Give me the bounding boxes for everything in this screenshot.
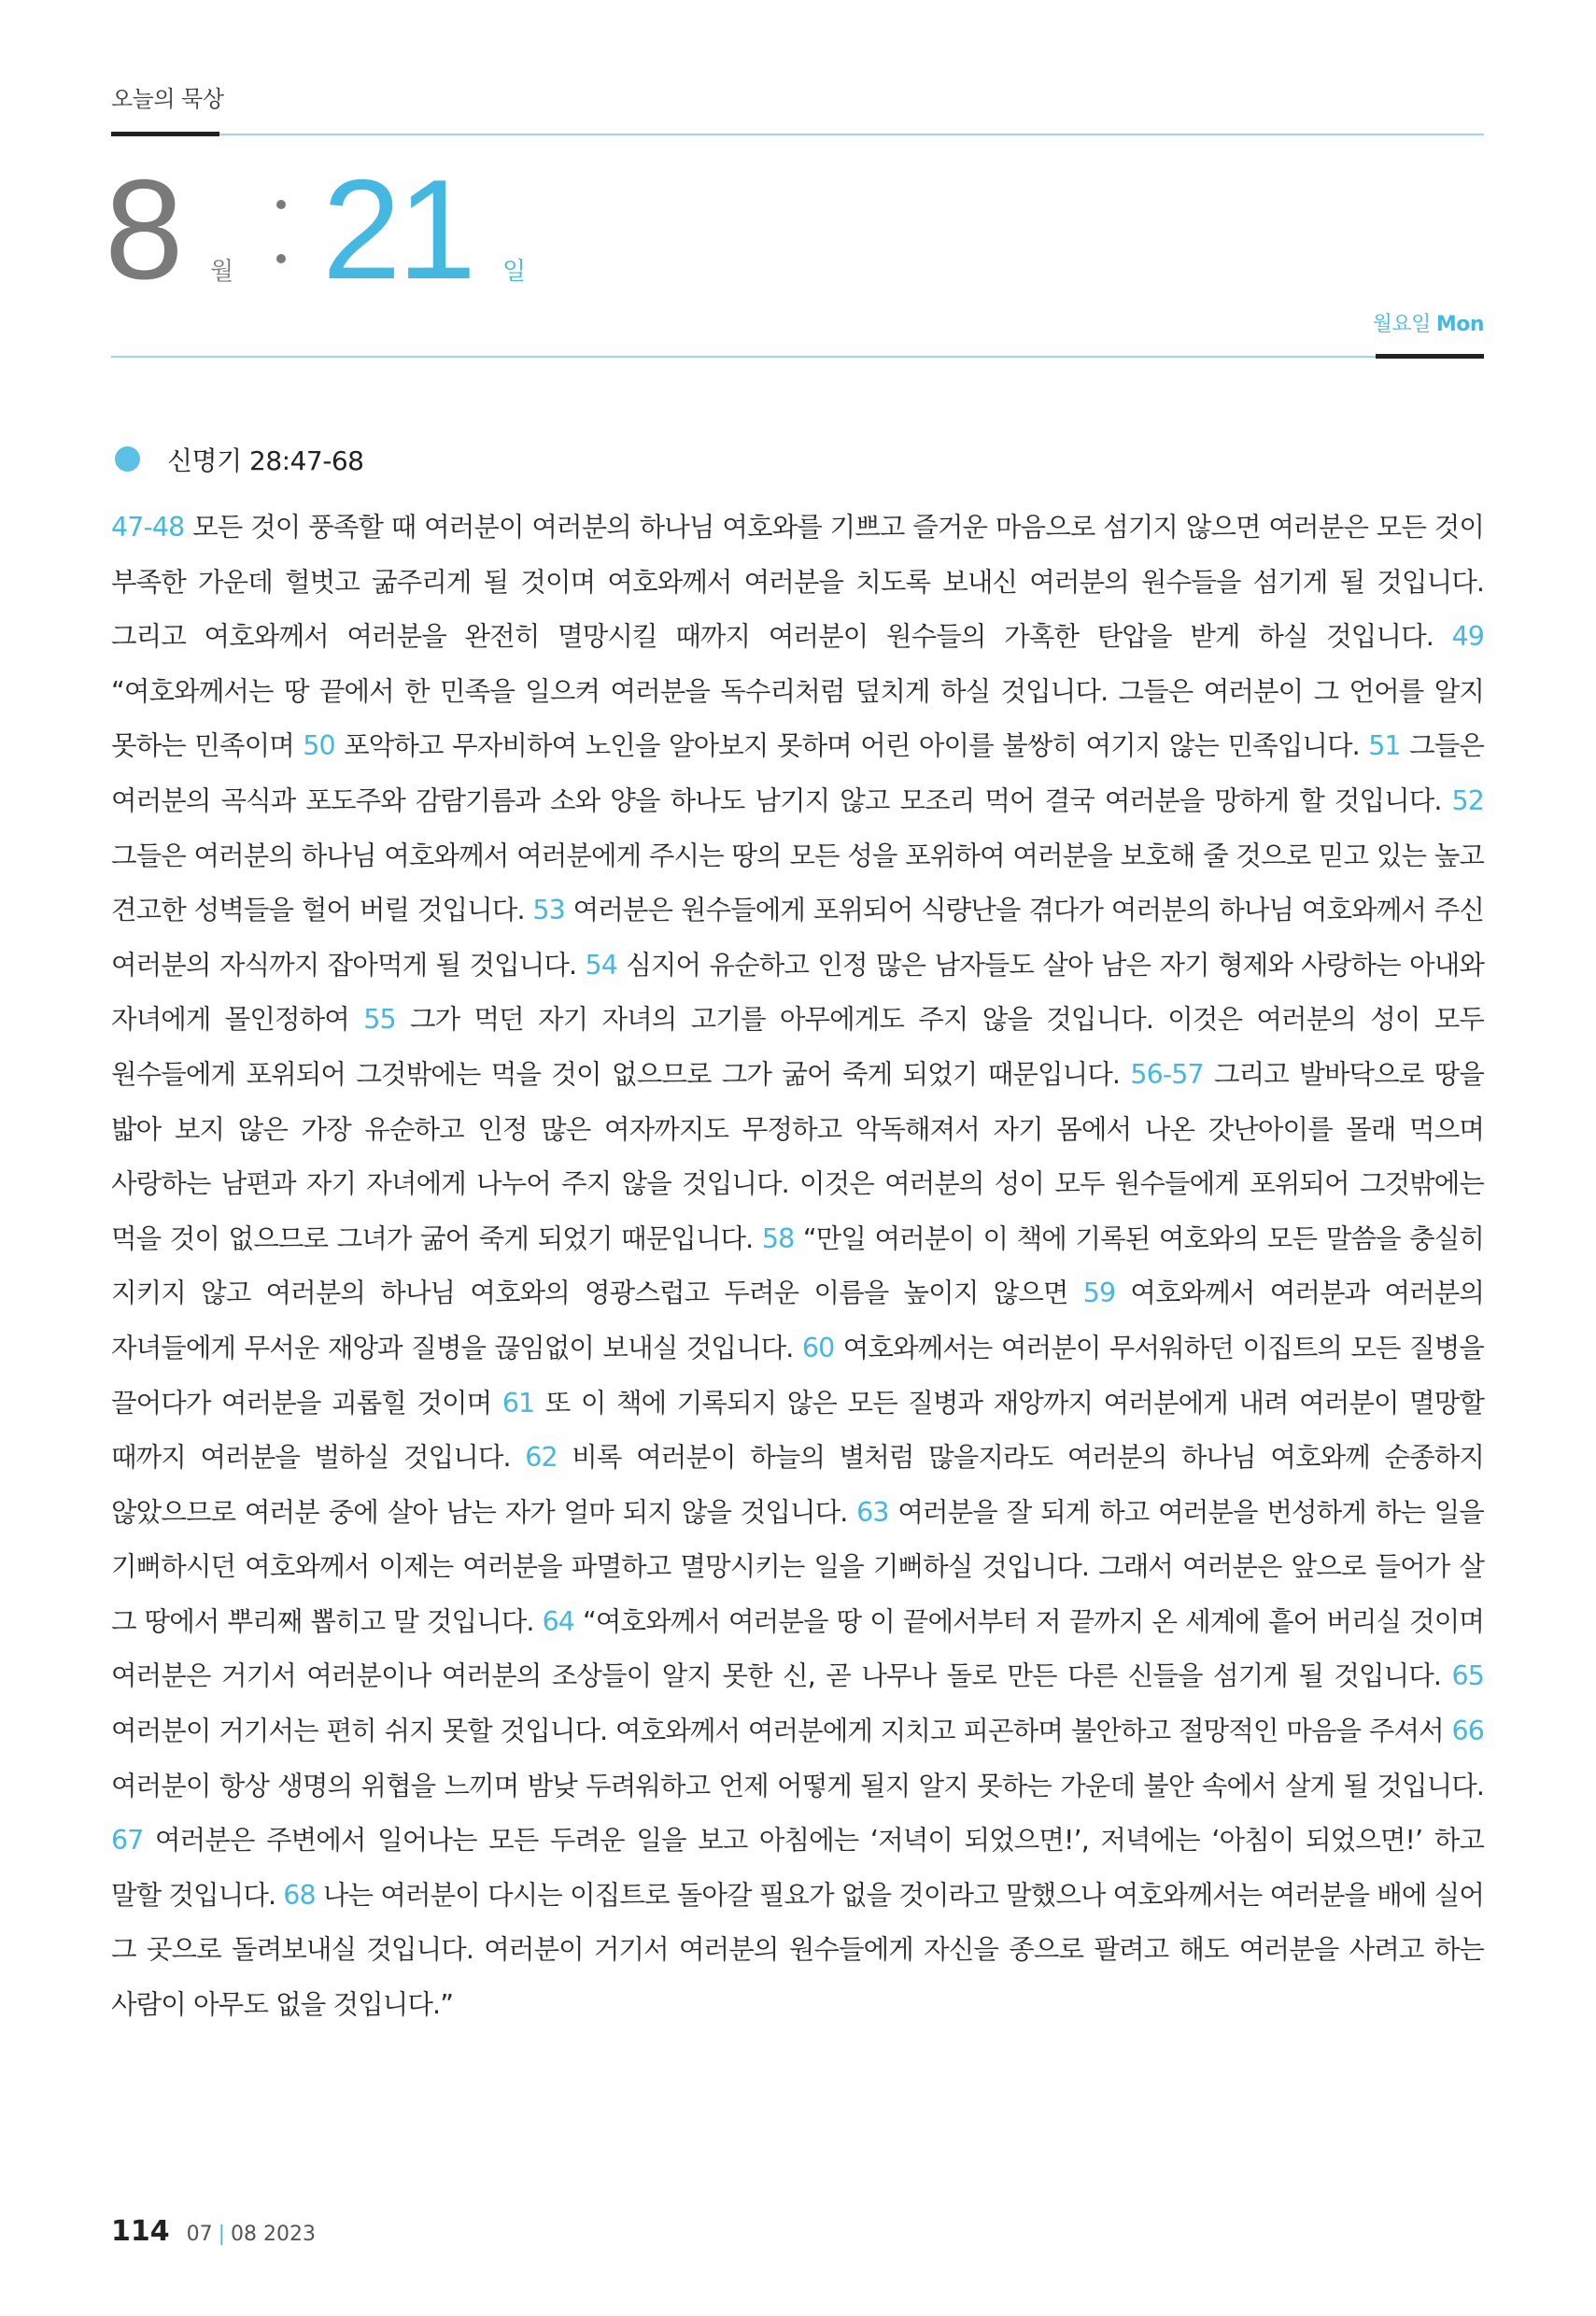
top-rule-accent	[111, 132, 219, 136]
verse-text: 그들은 여러분의 하나님 여호와께서 여러분에게 주시는 땅의 모든 성을 포위하여 여러분을 보호해 줄 것으로 믿고 있는 높고 견고한 성벽들을 헐어 버릴 것입니다.	[111, 840, 1484, 926]
verse-text: 여호와께서는 여러분이 무서워하던 이집트의 모든 질병을 끌어다가 여러분을 괴롭힐 것이며	[111, 1332, 1484, 1419]
verse-text: 심지어 유순하고 인정 많은 남자들도 살아 남은 자기 형제와 사랑하는 아내와 자녀에게 몰인정하여	[111, 949, 1484, 1036]
verse-number: 65	[1451, 1660, 1484, 1692]
verse-text: 여호와께서 여러분과 여러분의 자녀들에게 무서운 재앙과 질병을 끊임없이 보내실 것입니다.	[111, 1278, 1484, 1363]
verse-text: “여호와께서 여러분을 땅 이 끝에서부터 저 끝까지 온 세계에 흩어 버리실 것이며 여러분은 거기서 여러분이나 여러분의 조상들이 알지 못한 신, 곧 나무나 돌로 만든 다른 신들을 섬기게 될 것입니다.	[111, 1605, 1484, 1692]
verse-number: 53	[532, 895, 565, 926]
reference-bullet-icon	[115, 446, 140, 472]
date-month: 8	[105, 150, 180, 309]
verse-text: 나는 여러분이 다시는 이집트로 돌아갈 필요가 없을 것이라고 말했으나 여호와께서는 여러분을 배에 실어 그 곳으로 돌려보내실 것입니다. 여러분이 거기서 여러분의 원수들에게 자신을 종으로 팔려고 해도 여러분을 사려고 하는 사람이 아무도 없을 것입니다.”	[111, 1879, 1484, 2021]
verse-text: 포악하고 무자비하여 노인을 알아보지 못하며 어린 아이를 불쌍히 여기지 않는 민족입니다.	[344, 730, 1360, 762]
verse-number: 66	[1451, 1716, 1484, 1747]
verse-number: 55	[363, 1004, 396, 1036]
top-rule	[111, 134, 1484, 135]
verse-text: 여러분을 잘 되게 하고 여러분을 번성하게 하는 일을 기뻐하시던 여호와께서 이제는 여러분을 파멸하고 멸망시키는 일을 기뻐하실 것입니다. 그래서 여러분은 앞으로 들어가 살 그 땅에서 뿌리째 뽑히고 말 것입니다.	[111, 1496, 1484, 1637]
weekday	[1373, 308, 1484, 337]
verse-text: 여러분이 항상 생명의 위협을 느끼며 밤낮 두려워하고 언제 어떻게 될지 알지 못하는 가운데 불안 속에서 살게 될 것입니다.	[111, 1770, 1484, 1801]
verse-text: 또 이 책에 기록되지 않은 모든 질병과 재앙까지 여러분에게 내려 여러분이 멸망할 때까지 여러분을 벌하실 것입니다.	[111, 1387, 1484, 1474]
verse-text: 여러분은 원수들에게 포위되어 식량난을 겪다가 여러분의 하나님 여호와께서 주신 여러분의 자식까지 잡아먹게 될 것입니다.	[111, 895, 1484, 981]
verse-number: 64	[542, 1605, 575, 1637]
verse-number: 51	[1368, 730, 1401, 762]
verse-number: 63	[856, 1496, 889, 1528]
verse-number: 61	[501, 1387, 535, 1419]
weekday-kr: 월요일	[1372, 313, 1431, 336]
date-day-unit: 일	[502, 258, 527, 286]
date-day: 21	[322, 150, 473, 309]
verse-number: 67	[111, 1825, 144, 1857]
page-number: 114	[111, 2215, 170, 2248]
verse-text: “만일 여러분이 이 책에 기록된 여호와의 모든 말씀을 충실히 지키지 않고 여러분의 하나님 여호와의 영광스럽고 두려운 이름을 높이지 않으면	[111, 1222, 1484, 1309]
verse-number: 56-57	[1130, 1058, 1204, 1090]
verse-number: 59	[1082, 1278, 1116, 1309]
footer	[111, 2215, 316, 2248]
verse-number: 47-48	[111, 512, 185, 543]
date-month-unit: 월	[210, 258, 234, 286]
verse-number: 52	[1451, 784, 1484, 816]
scripture-reference: 신명기 28:47-68	[167, 445, 364, 476]
header-rule	[111, 356, 1484, 358]
verse-text: 그가 먹던 자기 자녀의 고기를 아무에게도 주지 않을 것입니다. 이것은 여러분의 성이 모두 원수들에게 포위되어 그것밖에는 먹을 것이 없으므로 그가 굶어 죽게 되었기 때문입니다.	[111, 1004, 1484, 1090]
verse-number: 49	[1451, 621, 1484, 653]
issue-year: 08 2023	[231, 2223, 317, 2246]
verse-number: 58	[761, 1222, 795, 1254]
weekday-en: Mon	[1435, 313, 1484, 336]
section-label: 오늘의 묵상	[111, 86, 224, 112]
verse-number: 68	[283, 1879, 316, 1911]
verse-number: 50	[303, 730, 335, 762]
verse-text: 모든 것이 풍족할 때 여러분이 여러분의 하나님 여호와를 기쁘고 즐거운 마음으로 섬기지 않으면 여러분은 모든 것이 부족한 가운데 헐벗고 굶주리게 될 것이며 여호와께서 여러분을 치도록 보내신 여러분의 원수들을 섬기게 될 것입니다. 그리고 여호와께서 여러분을 완전히 멸망시킬 때까지 여러분이 원수들의 가혹한 탄압을 받게 하실 것입니다.	[111, 512, 1484, 653]
verse-text: 여러분은 주변에서 일어나는 모든 두려운 일을 보고 아침에는 ‘저녁이 되었으면!’, 저녁에는 ‘아침이 되었으면!’ 하고 말할 것입니다.	[111, 1825, 1484, 1911]
verse-text: “여호와께서는 땅 끝에서 한 민족을 일으켜 여러분을 독수리처럼 덮치게 하실 것입니다. 그들은 여러분이 그 언어를 알지 못하는 민족이며	[111, 675, 1484, 762]
verse-text: 비록 여러분이 하늘의 별처럼 많을지라도 여러분의 하나님 여호와께 순종하지 않았으므로 여러분 중에 살아 남는 자가 얼마 되지 않을 것입니다.	[111, 1442, 1484, 1528]
issue-info	[187, 2223, 316, 2246]
verse-text: 그들은 여러분의 곡식과 포도주와 감람기름과 소와 양을 하나도 남기지 않고 모조리 먹어 결국 여러분을 망하게 할 것입니다.	[111, 730, 1484, 816]
verse-text: 여러분이 거기서는 편히 쉬지 못할 것입니다. 여호와께서 여러분에게 지치고 피곤하며 불안하고 절망적인 마음을 주셔서	[111, 1716, 1444, 1747]
verse-number: 54	[585, 949, 617, 981]
verse-number: 60	[801, 1332, 835, 1363]
issue-months: 07	[186, 2223, 213, 2246]
issue-separator: |	[218, 2223, 226, 2246]
header-rule-accent	[1376, 354, 1484, 359]
verse-number: 62	[525, 1442, 558, 1474]
date-separator	[276, 200, 286, 263]
scripture-text	[111, 501, 1484, 2033]
verse-text: 그리고 발바닥으로 땅을 밟아 보지 않은 가장 유순하고 인정 많은 여자까지도 무정하고 악독해져서 자기 몸에서 나온 갓난아이를 몰래 먹으며 사랑하는 남편과 자기 자녀에게 나누어 주지 않을 것입니다. 이것은 여러분의 성이 모두 원수들에게 포위되어 그것밖에는 먹을 것이 없으므로 그녀가 굶어 죽게 되었기 때문입니다.	[111, 1058, 1484, 1254]
